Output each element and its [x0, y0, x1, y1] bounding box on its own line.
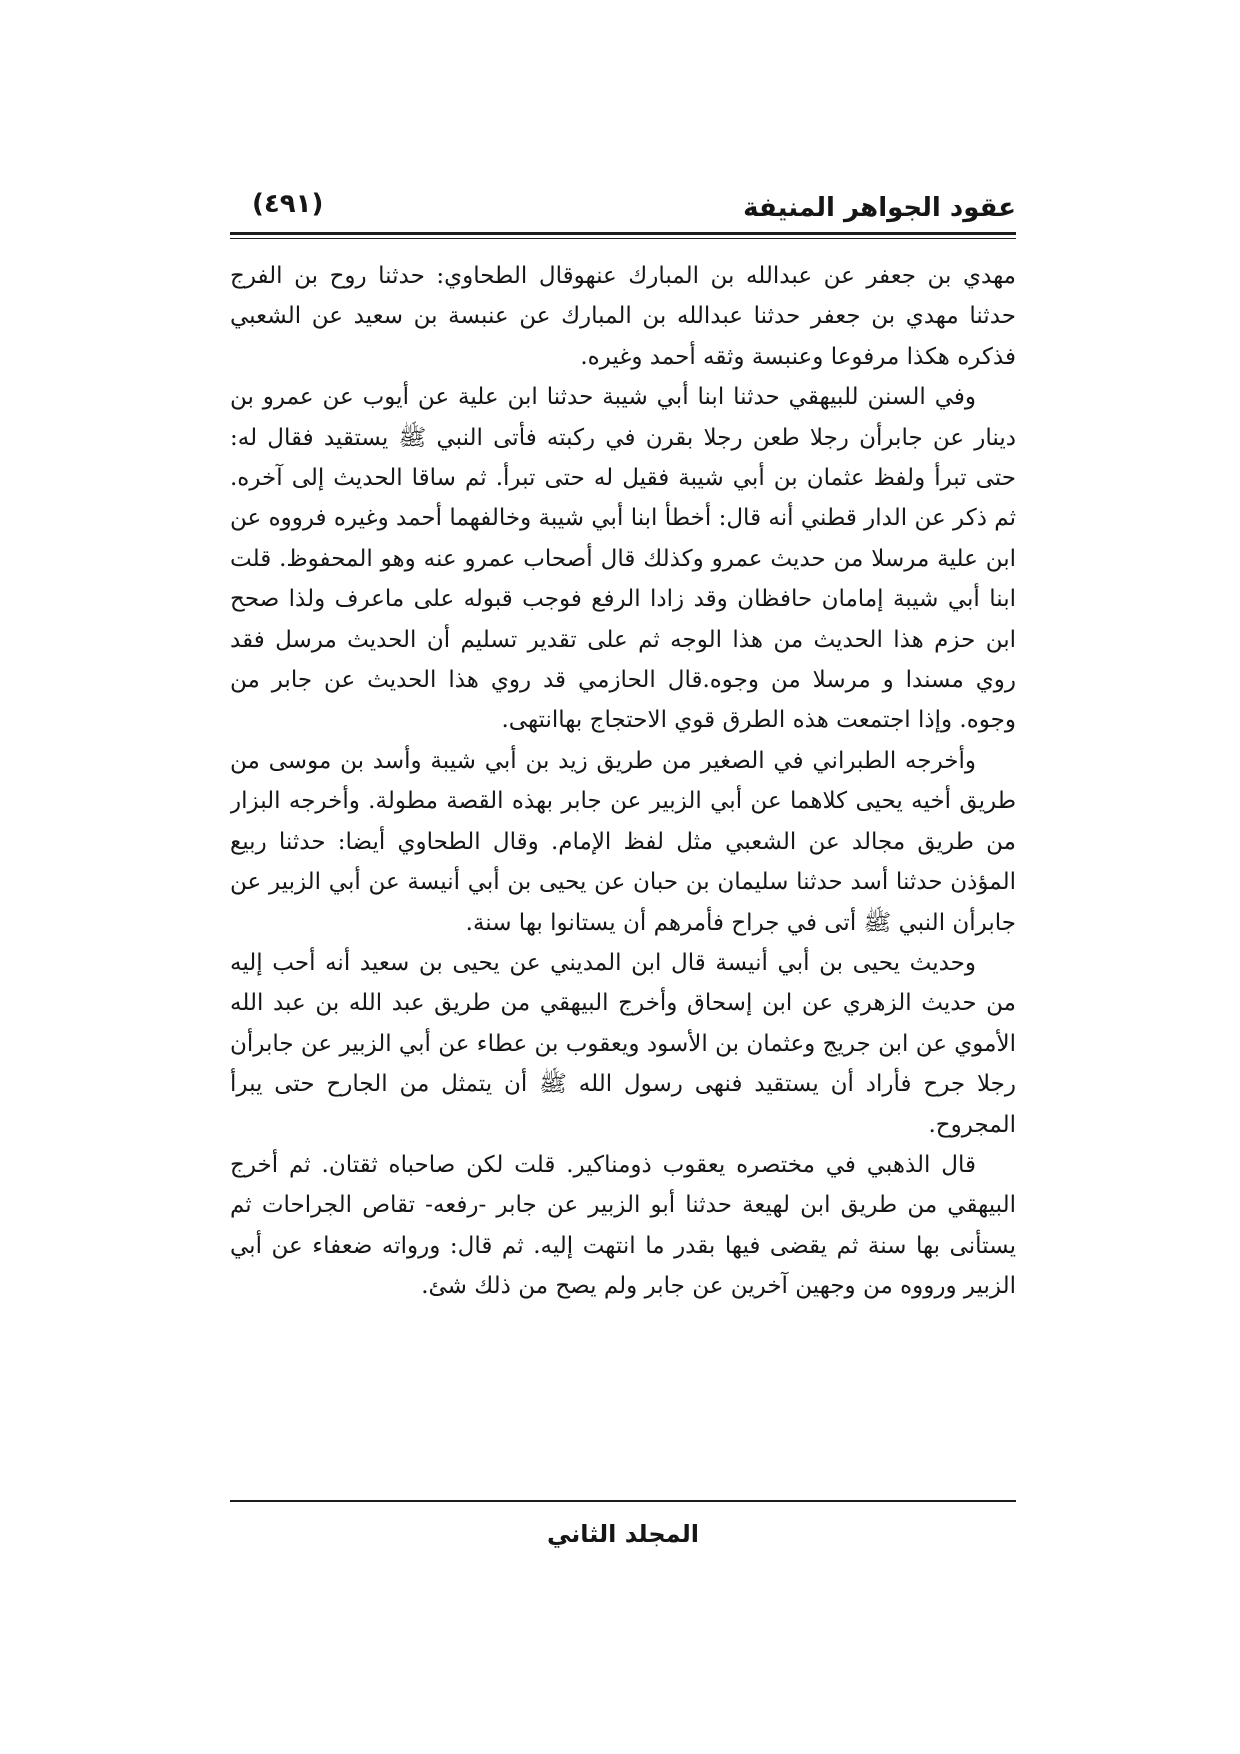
volume-footer: المجلد الثاني — [547, 1520, 699, 1548]
paragraph-1: مهدي بن جعفر عن عبدالله بن المبارك عنهوقال الطحاوي: حدثنا روح بن الفرج حدثنا مهدي بن جعفر حدثنا عبدالله بن المبارك عن عنبسة بن سعيد عن الشعبي فذكره هكذا مرفوعا وعنبسة وثقه أحمد وغيره. — [230, 263, 1016, 370]
footer-rule — [230, 1500, 1016, 1502]
running-title: عقود الجواهر المنيفة — [743, 193, 1016, 223]
body-text — [230, 256, 1016, 1488]
page-header — [230, 186, 1016, 234]
paragraph-5: قال الذهبي في مختصره يعقوب ذومناكير. قلت لكن صاحباه ثقتان. ثم أخرج البيهقي من طريق ابن لهيعة حدثنا أبو الزبير عن جابر -رفعه- تقاص الجراحات ثم يستأنى بها سنة ثم يقضى فيها بقدر ما انتهت إليه. ثم قال: ورواته ضعفاء عن أبي الزبير ورووه من وجهين آخرين عن جابر ولم يصح من ذلك شئ. — [230, 1151, 1016, 1300]
header-rule-thick — [230, 232, 1016, 235]
paragraph-2: وفي السنن للبيهقي حدثنا ابنا أبي شيبة حدثنا ابن علية عن أيوب عن عمرو بن دينار عن جابرأن رجلا طعن رجلا بقرن في ركبته فأتى النبي ﷺ يستقيد فقال له: حتى تبرأ ولفظ عثمان بن أبي شيبة فقيل له حتى تبرأ. ثم ساقا الحديث إلى آخره. ثم ذكر عن الدار قطني أنه قال: أخطأ ابنا أبي شيبة وخالفهما أحمد وغيره فرووه عن ابن علية مرسلا من حديث عمرو وكذلك قال أصحاب عمرو عنه وهو المحفوظ. قلت ابنا أبي شيبة إمامان حافظان وقد زادا الرفع فوجب قبوله على ماعرف ولذا صحح ابن حزم هذا الحديث من هذا الوجه ثم على تقدير تسليم أن الحديث مرسل فقد روي مسندا و مرسلا من وجوه.قال الحازمي قد روي هذا الحديث عن جابر من وجوه. وإذا اجتمعت هذه الطرق قوي الاحتجاج بهاانتهى. — [230, 384, 1016, 734]
paragraph-3: وأخرجه الطبراني في الصغير من طريق زيد بن أبي شيبة وأسد بن موسى من طريق أخيه يحيى كلاهما عن أبي الزبير عن جابر بهذه القصة مطولة. وأخرجه البزار من طريق مجالد عن الشعبي مثل لفظ الإمام. وقال الطحاوي أيضا: حدثنا ربيع المؤذن حدثنا أسد حدثنا سليمان بن حبان عن يحيى بن أبي أنيسة عن أبي الزبير عن جابرأن النبي ﷺ أتى في جراح فأمرهم أن يستانوا بها سنة. — [230, 747, 1016, 936]
paragraph-4: وحديث يحيى بن أبي أنيسة قال ابن المديني عن يحيى بن سعيد أنه أحب إليه من حديث الزهري عن ابن إسحاق وأخرج البيهقي من طريق عبد الله بن عبد الله الأموي عن ابن جريج وعثمان بن الأسود ويعقوب بن عطاء عن أبي الزبير عن جابرأن رجلا جرح فأراد أن يستقيد فنهى رسول الله ﷺ أن يتمثل من الجارح حتى يبرأ المجروح. — [230, 949, 1016, 1138]
header-rule-thin — [230, 238, 1016, 239]
page-number: (٤٩١) — [252, 189, 324, 219]
